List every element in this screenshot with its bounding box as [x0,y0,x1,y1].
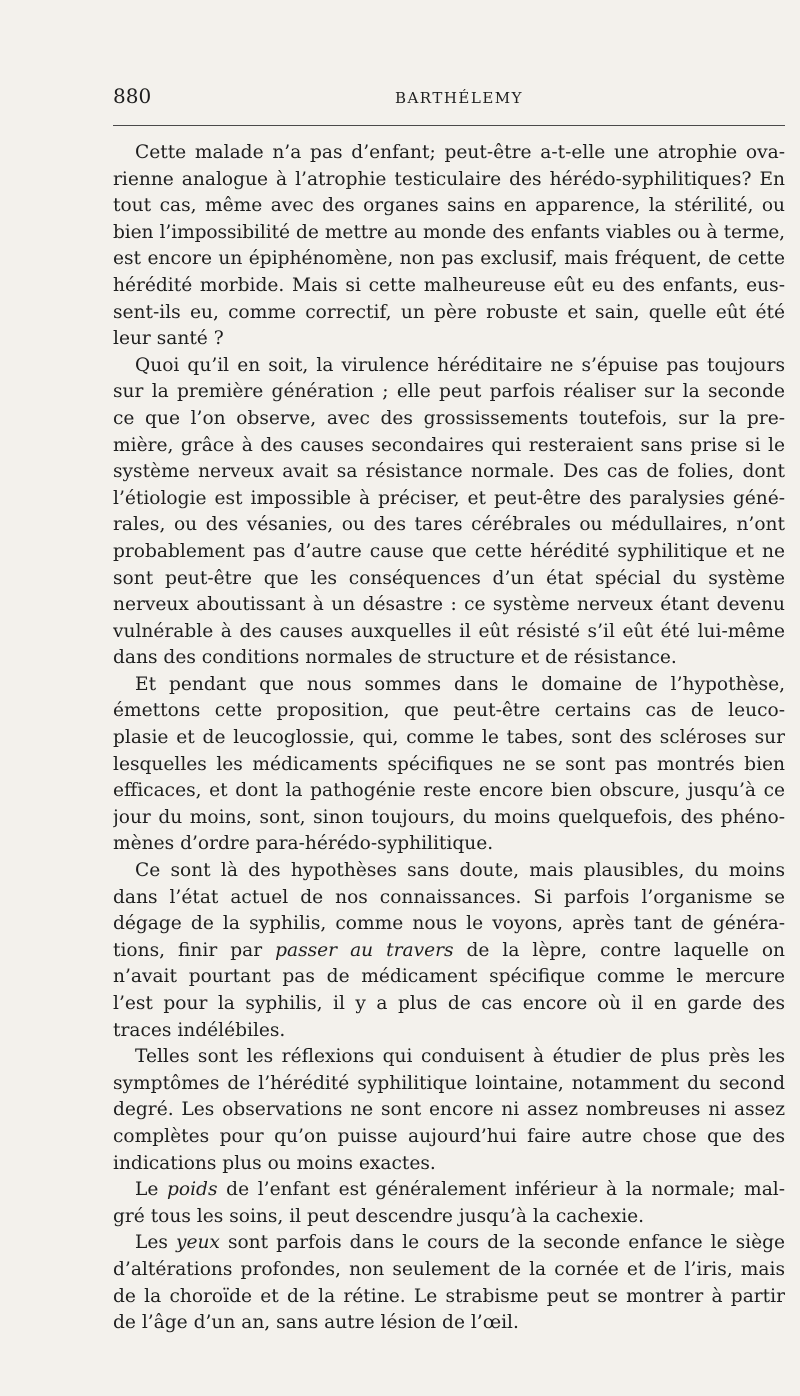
text-line: probablement pas d’autre cause que cette hérédité syphilitique et ne [113,540,785,562]
paragraph [113,1177,785,1230]
text-line: sur la première génération ; elle peut parfois réaliser sur la seconde [113,381,785,403]
text-line: tout cas, même avec des organes sains en apparence, la stérilité, ou [113,195,785,217]
text-line: n’avait pourtant pas de médicament spécifique comme le mercure [113,966,785,988]
line-segment: tions, finir par [113,939,276,961]
text-line: d’altérations profondes, non seulement de la cornée et de l’iris, mais [113,1258,785,1280]
text-line: l’étiologie est impossible à préciser, et peut-être des paralysies géné- [113,487,785,509]
text-line: hérédité morbide. Mais si cette malheureuse eût eu des enfants, eus- [113,274,785,296]
header-rule [113,125,785,126]
text-line: bien l’impossibilité de mettre au monde des enfants viables ou à terme, [113,221,785,243]
paragraph [113,858,785,1044]
text-line: leur santé ? [113,328,224,350]
text-line: vulnérable à des causes auxquelles il eût résisté s’il eût été lui-même [113,620,785,642]
line-segment: sont parfois dans le cours de la seconde enfance le siège [219,1232,785,1254]
text-line: mènes d’ordre para-hérédo-syphilitique. [113,833,494,855]
text-line: mière, grâce à des causes secondaires qui resteraient sans prise si le [113,434,785,456]
paragraph [113,353,785,672]
text-line: rienne analogue à l’atrophie testiculaire des hérédo-syphilitiques? En [113,168,785,190]
text-line: indications plus ou moins exactes. [113,1152,436,1174]
text-line: dans des conditions normales de structure et de résistance. [113,647,677,669]
paragraph [113,1230,785,1336]
text-line [113,1230,785,1257]
text-line: sont peut-être que les conséquences d’un état spécial du système [113,567,785,589]
text-line: Cette malade n’a pas d’enfant; peut-être a-t-elle une atrophie ova- [135,142,785,163]
text-line: lesquelles les médicaments spécifiques ne se sont pas montrés bien [113,753,785,775]
paragraph [113,672,785,858]
emphasis-text: passer au travers [275,939,454,961]
line-segment: Le [135,1179,168,1201]
text-line: l’est pour la syphilis, il y a plus de cas encore où il en garde des [113,993,785,1014]
text-line: degré. Les observations ne sont encore ni assez nombreuses ni assez [113,1099,785,1121]
page-header [113,84,785,114]
text-line: efficaces, et dont la pathogénie reste encore bien obscure, jusqu’à ce [113,780,785,802]
text-line: rales, ou des vésanies, ou des tares cérébrales ou médullaires, n’ont [113,514,785,536]
text-line [113,1177,785,1204]
page-number: 880 [113,84,152,108]
text-line [113,938,785,965]
text-line: nerveux aboutissant à un désastre : ce système nerveux étant devenu [113,594,785,616]
emphasis-text: poids [167,1179,218,1201]
line-segment: de l’enfant est généralement inférieur à la normale; mal- [217,1179,785,1201]
line-segment: de la lèpre, contre laquelle on [453,939,785,961]
text-line: gré tous les soins, il peut descendre jusqu’à la cachexie. [113,1205,645,1227]
text-line: symptômes de l’hérédité syphilitique lointaine, notamment du second [113,1072,785,1094]
text-line: système nerveux avait sa résistance normale. Des cas de folies, dont [113,461,785,483]
text-line: dans l’état actuel de nos connaissances. Si parfois l’organisme se [113,886,785,908]
text-line: jour du moins, sont, sinon toujours, du moins quelquefois, des phéno- [113,806,785,828]
text-line: émettons cette proposition, que peut-être certains cas de leuco- [113,700,785,722]
text-line: de la choroïde et de la rétine. Le strabisme peut se montrer à partir [113,1285,785,1307]
paragraph [113,140,785,353]
text-line: Et pendant que nous sommes dans le domaine de l’hypothèse, [135,673,785,695]
text-line: Telles sont les réflexions qui conduisent à étudier de plus près les [135,1046,785,1068]
text-line: est encore un épiphénomène, non pas exclusif, mais fréquent, de cette [113,248,785,270]
line-segment: Les [135,1232,176,1254]
text-line: de l’âge d’un an, sans autre lésion de l’œil. [113,1312,519,1334]
text-line: traces indélébiles. [113,1019,286,1041]
emphasis-text: yeux [175,1232,220,1254]
text-line: ce que l’on observe, avec des grossissements toutefois, sur la pre- [113,407,785,429]
text-line: Ce sont là des hypothèses sans doute, mais plausibles, du moins [135,860,785,882]
running-head: BARTHÉLEMY [394,89,524,107]
text-line: Quoi qu’il en soit, la virulence héréditaire ne s’épuise pas toujours [135,354,785,376]
body-text [113,140,785,1337]
paragraph [113,1044,785,1177]
text-line: sent-ils eu, comme correctif, un père robuste et sain, quelle eût été [113,301,785,323]
text-line: plasie et de leucoglossie, qui, comme le tabes, sont des scléroses sur [113,727,785,749]
text-line: complètes pour qu’on puisse aujourd’hui faire autre chose que des [113,1125,785,1147]
text-line: dégage de la syphilis, comme nous le voyons, après tant de généra- [113,913,785,935]
